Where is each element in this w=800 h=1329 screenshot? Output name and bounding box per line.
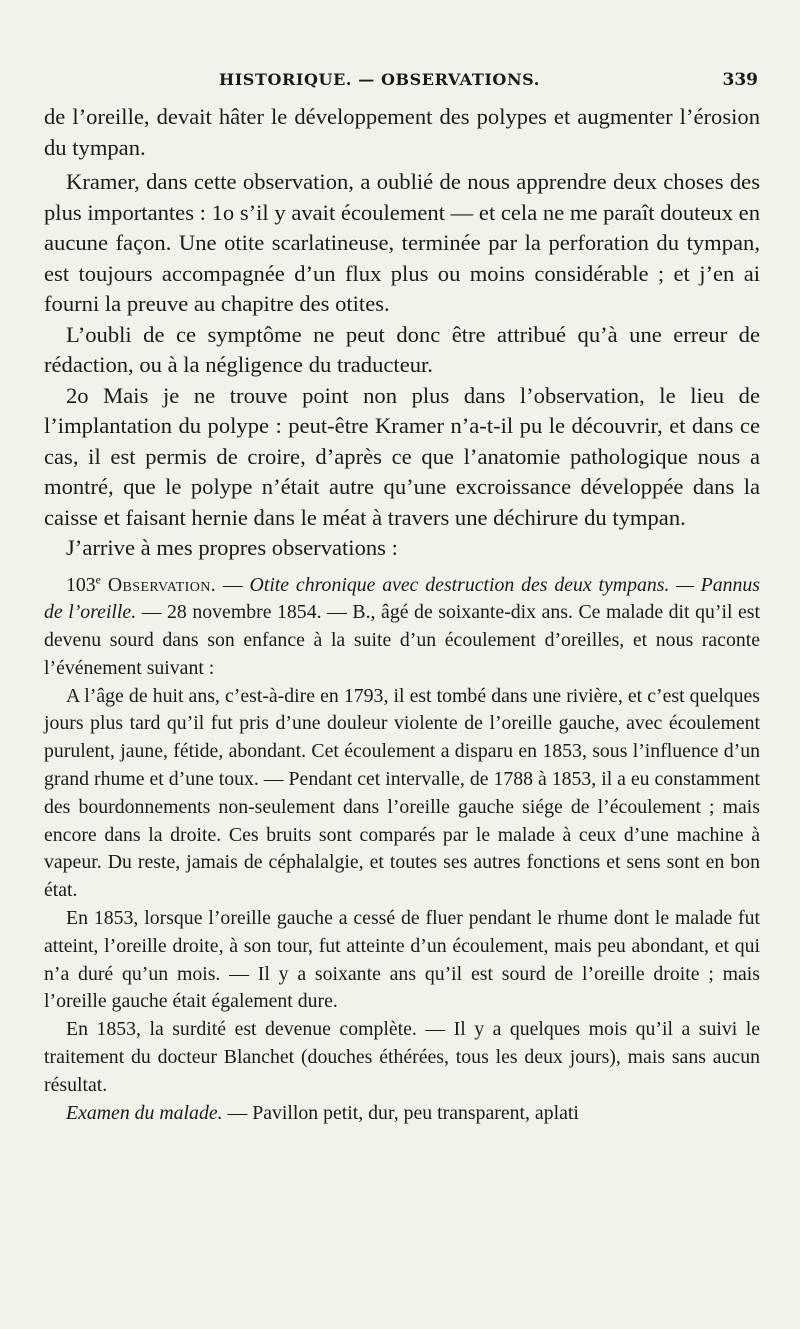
observation-text: — 28 novembre 1854. — B., âgé de soixante-dix ans. Ce malade dit qu’il est devenu sourd dans son enfance à la suite d’un écoulement d’oreilles, et nous raconte l’événement suivant : [44, 601, 760, 679]
observation-label: Observation. [107, 573, 217, 596]
page-header [44, 70, 760, 96]
paragraph: 2o Mais je ne trouve point non plus dans l’observation, le lieu de l’implantation du polype : peut-être Kramer n’a-t-il pu le découvrir, et dans ce cas, il est permis de croire, d’après ce que l’anatomie pathologique nous a montré, que le polype n’était autre qu’une excroissance développée dans la caisse et faisant hernie dans le méat à travers une déchirure du tympan. [44, 382, 760, 530]
exam-text: — Pavillon petit, dur, peu transparent, aplati [222, 1101, 579, 1124]
paragraph: J’arrive à mes propres observations : [66, 535, 398, 560]
running-title: HISTORIQUE. — OBSERVATIONS. [219, 70, 540, 89]
paragraph: En 1853, lorsque l’oreille gauche a cessé de fluer pendant le rhume dont le malade fut atteint, l’oreille droite, à son tour, fut atteinte d’un écoulement, mais peu abondant, et qui n’a duré qu’un mois. — Il y a soixante ans qu’il est sourd de l’oreille droite ; mais l’oreille gauche était également dure. [44, 907, 760, 1013]
page-number: 339 [722, 70, 758, 90]
paragraph: Kramer, dans cette observation, a oublié de nous apprendre deux choses des plus importantes : 1o s’il y avait écoulement — et cela ne me paraît douteux en aucune façon. Une otite scarlatineuse, terminée par la perforation du tympan, est toujours accompagnée d’un flux plus ou moins considérable ; et j’en ai fourni la preuve au chapitre des otites. [44, 169, 760, 316]
observation-number: 103e [66, 571, 101, 596]
observation-section [44, 572, 760, 1128]
paragraph: En 1853, la surdité est devenue complète. — Il y a quelques mois qu’il a suivi le traitement du docteur Blanchet (douches éthérées, tous les deux jours), mais sans aucun résultat. [44, 1018, 760, 1096]
exam-paragraph [44, 1100, 760, 1128]
main-text [44, 102, 760, 564]
exam-label: Examen du malade. [66, 1101, 223, 1124]
observation-intro: 103e Observation. — Otite chronique avec destruction des deux tympans. — Pannus de l’oreille. — 28 novembre 1854. — B., âgé de soixante-dix ans. Ce malade dit qu’il est devenu sourd dans son enfance à la suite d’un écoulement d’oreilles, et nous raconte l’événement suivant : [44, 571, 760, 679]
paragraph: de l’oreille, devait hâter le développement des polypes et augmenter l’érosion du tympan. [44, 104, 760, 160]
observation-title: Otite chronique avec destruction des deux tympans. — Pannus de l’oreille. [44, 573, 760, 624]
paragraph: A l’âge de huit ans, c’est-à-dire en 1793, il est tombé dans une rivière, et c’est quelques jours plus tard qu’il fut pris d’une douleur violente de l’oreille gauche, avec écoulement purulent, jaune, fétide, abondant. Cet écoulement a disparu en 1853, sous l’influence d’un grand rhume et d’une toux. — Pendant cet intervalle, de 1788 à 1853, il a eu constamment des bourdonnements non-seulement dans l’oreille gauche siége de l’écoulement ; mais encore dans la droite. Ces bruits sont comparés par le malade à ceux d’une machine à vapeur. Du reste, jamais de céphalalgie, et toutes ses autres fonctions et sens sont en bon état. [44, 684, 760, 902]
paragraph: L’oubli de ce symptôme ne peut donc être attribué qu’à une erreur de rédaction, ou à la négligence du traducteur. [44, 321, 760, 377]
